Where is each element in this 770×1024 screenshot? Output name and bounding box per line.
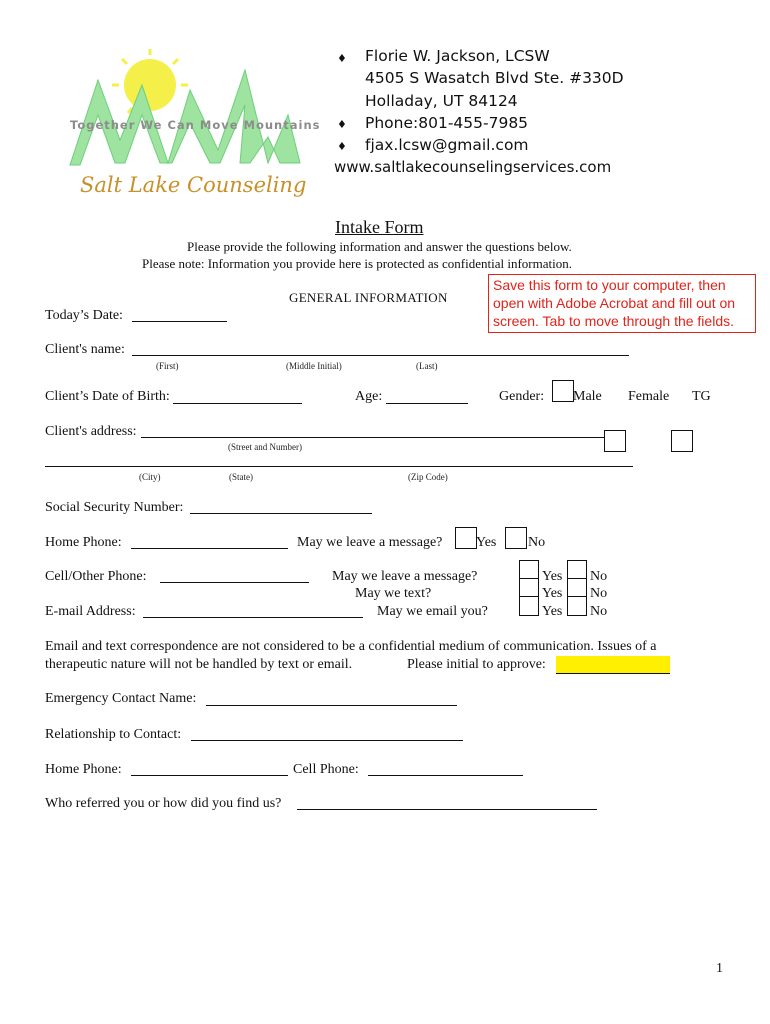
gender-female-checkbox[interactable] [604, 430, 626, 452]
text-question-label: May we text? [355, 586, 432, 601]
zip-caption: (Zip Code) [408, 472, 448, 482]
emergency-cell-phone-label: Cell Phone: [293, 762, 359, 777]
street-underline [141, 437, 604, 438]
intro-line-2: Please note: Information you provide here is protected as confidential information. [142, 256, 572, 271]
todays-date-label: Today’s Date: [45, 308, 123, 323]
emergency-home-phone-label: Home Phone: [45, 762, 122, 777]
dob-underline [173, 403, 302, 404]
relationship-underline [191, 740, 463, 741]
therapist-name: Florie W. Jackson, LCSW [365, 47, 550, 65]
state-caption: (State) [229, 472, 253, 482]
first-name-caption: (First) [156, 361, 179, 371]
age-underline [386, 403, 468, 404]
home-phone-field[interactable] [131, 532, 288, 548]
dob-field[interactable] [173, 387, 302, 403]
street-field[interactable] [141, 421, 604, 437]
diamond-bullet-icon: ♦ [337, 52, 347, 65]
street-caption: (Street and Number) [228, 442, 302, 452]
relationship-label: Relationship to Contact: [45, 727, 182, 742]
home-phone-underline [131, 548, 288, 549]
home-message-yes-checkbox[interactable] [455, 527, 477, 549]
home-phone-label: Home Phone: [45, 535, 122, 550]
disclaimer-line-1: Email and text correspondence are not considered to be a confidential medium of communication. Issues of a [45, 639, 657, 654]
phone-number: Phone:801-455-7985 [365, 114, 529, 132]
gender-tg-checkbox[interactable] [671, 430, 693, 452]
section-title-general-information: GENERAL INFORMATION [289, 290, 448, 305]
initial-approve-label: Please initial to approve: [407, 657, 546, 672]
email-no-checkbox[interactable] [567, 596, 587, 616]
age-label: Age: [355, 389, 383, 404]
ssn-field[interactable] [190, 497, 372, 513]
practice-logo [60, 45, 321, 220]
client-name-field[interactable] [132, 339, 629, 355]
disclaimer-line-2: therapeutic nature will not be handled by text or email. [45, 657, 353, 672]
address-label: Client's address: [45, 424, 137, 439]
dob-label: Client’s Date of Birth: [45, 389, 170, 404]
address-line-1: 4505 S Wasatch Blvd Ste. #330D [365, 69, 624, 87]
form-title: Intake Form [335, 217, 424, 237]
cell-leave-message-label: May we leave a message? [332, 569, 478, 584]
gender-male-label: Male [573, 389, 602, 404]
client-name-label: Client's name: [45, 342, 125, 357]
todays-date-field[interactable] [132, 305, 227, 321]
gender-male-checkbox[interactable] [552, 380, 574, 402]
sun-icon [124, 59, 176, 111]
emergency-contact-underline [206, 705, 457, 706]
cell-phone-field[interactable] [160, 566, 309, 582]
last-name-caption: (Last) [416, 361, 438, 371]
email-question-label: May we email you? [377, 604, 488, 619]
referral-label: Who referred you or how did you find us? [45, 796, 282, 811]
email-no-label: No [590, 604, 608, 619]
city-state-zip-underline [45, 466, 633, 467]
cell-message-no-label: No [590, 569, 608, 584]
address-line-2: Holladay, UT 84124 [365, 92, 518, 110]
gender-female-label: Female [628, 389, 670, 404]
intro-line-1: Please provide the following information and answer the questions below. [187, 239, 572, 254]
cell-message-yes-checkbox[interactable] [519, 560, 539, 580]
cell-phone-underline [160, 582, 309, 583]
text-yes-checkbox[interactable] [519, 578, 539, 598]
gender-label: Gender: [499, 389, 545, 404]
emergency-home-phone-underline [131, 775, 288, 776]
fill-instructions-notice: Save this form to your computer, then open with Adobe Acrobat and fill out on screen. Tab to move through the fields. [488, 274, 756, 333]
emergency-contact-label: Emergency Contact Name: [45, 691, 197, 706]
referral-underline [297, 809, 597, 810]
home-message-yes-label: Yes [476, 535, 497, 550]
cell-message-yes-label: Yes [542, 569, 563, 584]
emergency-contact-field[interactable] [206, 689, 457, 705]
referral-field[interactable] [297, 793, 597, 809]
email-link[interactable]: fjax.lcsw@gmail.com [365, 136, 529, 154]
middle-initial-caption: (Middle Initial) [286, 361, 342, 371]
page-number: 1 [716, 961, 723, 976]
email-address-underline [143, 617, 363, 618]
text-no-label: No [590, 586, 608, 601]
text-no-checkbox[interactable] [567, 578, 587, 598]
emergency-cell-phone-underline [368, 775, 523, 776]
home-message-no-checkbox[interactable] [505, 527, 527, 549]
diamond-bullet-icon: ♦ [337, 140, 347, 153]
emergency-cell-phone-field[interactable] [368, 759, 523, 775]
email-yes-checkbox[interactable] [519, 596, 539, 616]
text-yes-label: Yes [542, 586, 563, 601]
gender-tg-label: TG [692, 389, 711, 404]
logo-name: Salt Lake Counseling [80, 173, 307, 197]
diamond-bullet-icon: ♦ [337, 118, 347, 131]
logo-tagline: Together We Can Move Mountains [70, 118, 321, 132]
email-address-field[interactable] [143, 601, 363, 617]
age-field[interactable] [386, 387, 468, 403]
city-state-zip-field[interactable] [45, 450, 633, 466]
home-leave-message-label: May we leave a message? [297, 535, 443, 550]
cell-message-no-checkbox[interactable] [567, 560, 587, 580]
ssn-underline [190, 513, 372, 514]
emergency-home-phone-field[interactable] [131, 759, 288, 775]
ssn-label: Social Security Number: [45, 500, 184, 515]
initial-approve-field[interactable] [556, 656, 670, 674]
email-address-label: E-mail Address: [45, 604, 136, 619]
cell-phone-label: Cell/Other Phone: [45, 569, 147, 584]
relationship-field[interactable] [191, 724, 463, 740]
city-caption: (City) [139, 472, 161, 482]
todays-date-underline [132, 321, 227, 322]
client-name-underline [132, 355, 629, 356]
email-yes-label: Yes [542, 604, 563, 619]
website-link[interactable]: www.saltlakecounselingservices.com [334, 158, 612, 176]
home-message-no-label: No [528, 535, 546, 550]
